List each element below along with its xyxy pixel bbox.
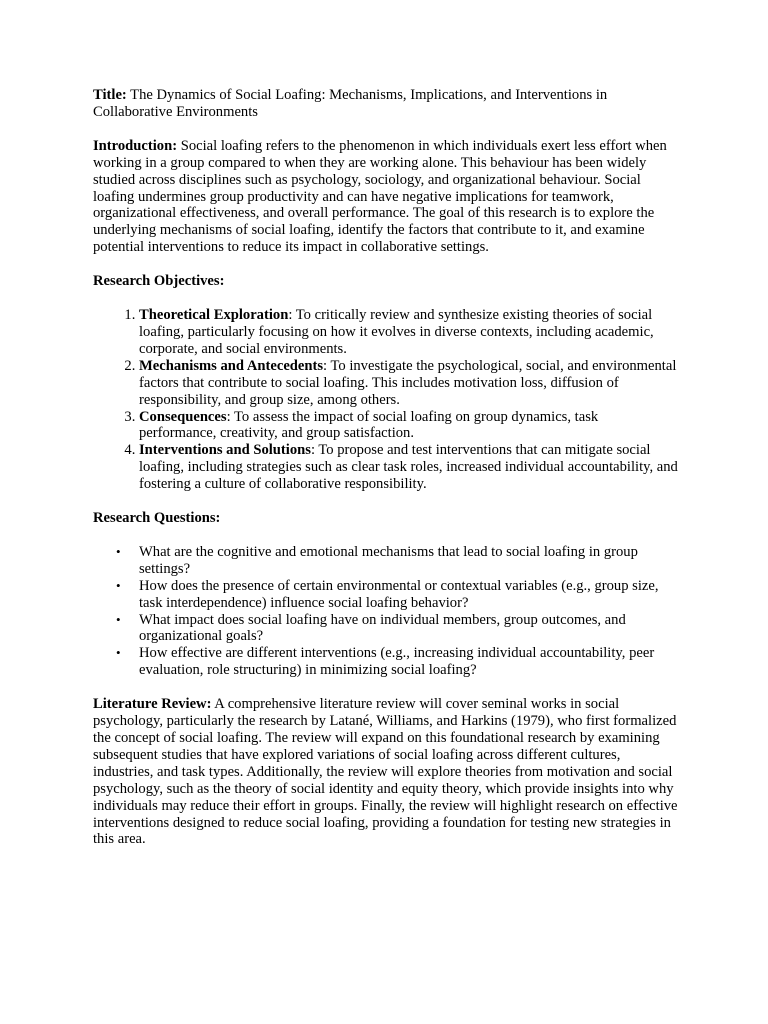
objective-term: Mechanisms and Antecedents [139, 357, 324, 374]
questions-heading-text: Research Questions: [93, 510, 221, 527]
bullet-icon: • [116, 645, 121, 661]
question-text: What are the cognitive and emotional mechanisms that lead to social loafing in group settings? [139, 543, 638, 577]
question-text: What impact does social loafing have on individual members, group outcomes, and organizational goals? [139, 611, 626, 645]
objective-term: Consequences [139, 408, 227, 425]
question-item [116, 645, 678, 679]
title-text: The Dynamics of Social Loafing: Mechanisms, Implications, and Interventions in Collaborative Environments [93, 87, 608, 120]
bullet-icon: • [116, 543, 121, 559]
questions-heading [93, 510, 678, 527]
literature-review-paragraph [93, 696, 678, 848]
question-text: How effective are different interventions (e.g., increasing individual accountability, peer evaluation, role structuring) in minimizing social loafing? [139, 645, 655, 679]
objective-term: Interventions and Solutions [139, 442, 311, 459]
literature-review-label: Literature Review: [93, 696, 212, 713]
objective-item [139, 409, 678, 443]
title-label: Title: [93, 87, 127, 103]
objective-item [139, 307, 678, 358]
introduction-label: Introduction: [93, 137, 178, 154]
literature-review-text: A comprehensive literature review will cover seminal works in social psychology, particularly the research by Latané, Williams, and Harkins (1979), who first formalized the concept of social loafing. The review will expand on this foundational research by examining subsequent studies that have explored variations of social loafing across different cultures, industries, and task types. Additionally, the review will explore theories from motivation and social psychology, such as the theory of social identity and equity theory, which provide insights into why individuals may reduce their effort in groups. Finally, the review will highlight research on effective interventions designed to reduce social loafing, providing a foundation for testing new strategies in this area. [93, 696, 678, 848]
objective-term: Theoretical Exploration [139, 307, 289, 324]
objective-item [139, 358, 678, 409]
objectives-list [93, 307, 678, 493]
introduction-text: Social loafing refers to the phenomenon in which individuals exert less effort when working in a group compared to when they are working alone. This behaviour has been widely studied across disciplines such as psychology, sociology, and organizational behaviour. Social loafing undermines group productivity and can have negative implications for teamwork, organizational effectiveness, and overall performance. The goal of this research is to explore the underlying mechanisms of social loafing, identify the factors that contribute to it, and examine potential interventions to reduce its impact in collaborative settings. [93, 137, 667, 256]
introduction-paragraph [93, 138, 678, 256]
questions-list [93, 544, 678, 679]
objective-item [139, 442, 678, 493]
objectives-heading-text: Research Objectives: [93, 273, 225, 290]
question-item [116, 611, 678, 646]
objective-text: : To propose and test interventions that can mitigate social loafing, including strategies such as clear task roles, increased individual accountability, and fostering a culture of collaborative responsibility. [139, 442, 678, 493]
bullet-icon: • [116, 611, 121, 627]
question-item [116, 577, 678, 612]
objective-text: : To investigate the psychological, social, and environmental factors that contribute to social loafing. This includes motivation loss, diffusion of responsibility, and group size, among others. [139, 357, 677, 408]
title-paragraph [93, 87, 678, 121]
objective-text: : To critically review and synthesize existing theories of social loafing, particularly focusing on how it evolves in diverse contexts, including academic, corporate, and social environments. [139, 307, 654, 357]
bullet-icon: • [116, 577, 121, 593]
question-text: How does the presence of certain environmental or contextual variables (e.g., group size, task interdependence) influence social loafing behavior? [139, 577, 659, 611]
objectives-heading [93, 273, 678, 290]
objective-text: : To assess the impact of social loafing on group dynamics, task performance, creativity, and group satisfaction. [139, 408, 599, 442]
question-item [116, 543, 678, 578]
